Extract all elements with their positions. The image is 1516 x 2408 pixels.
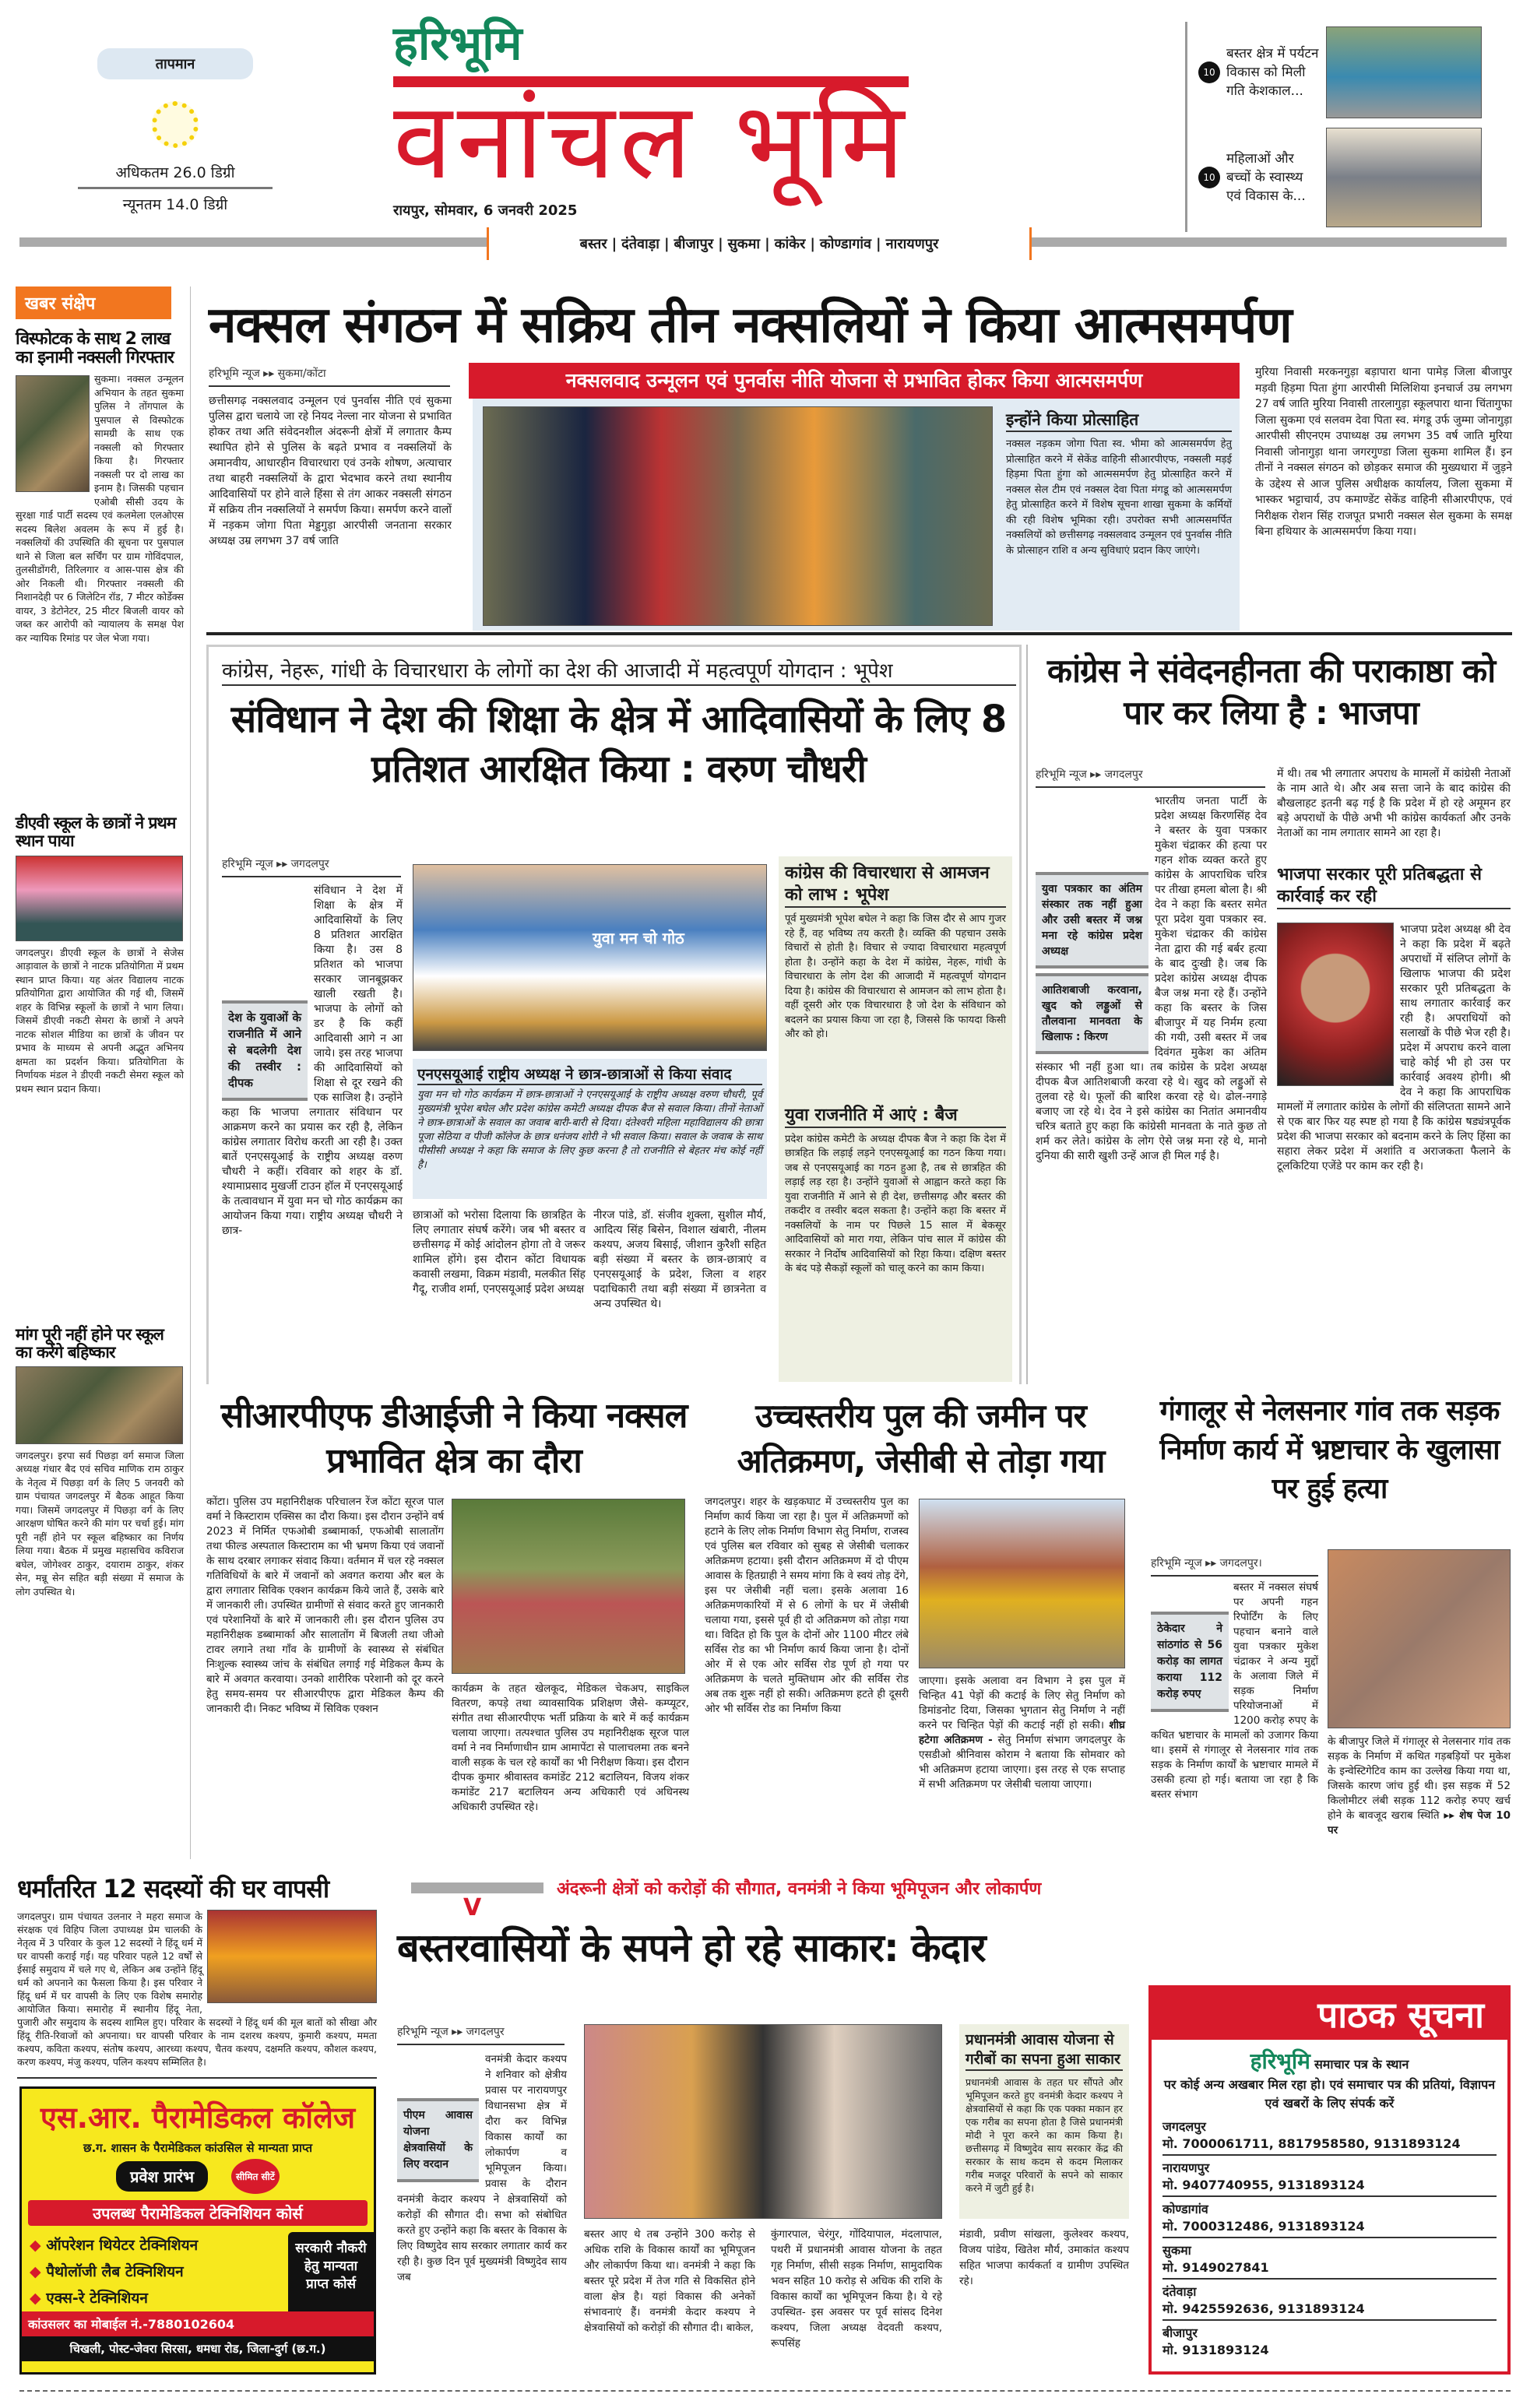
crpf-photo xyxy=(452,1499,685,1674)
contact-place: सुकमा xyxy=(1163,2243,1191,2258)
brief-photo xyxy=(16,856,183,941)
ad-phone: कांउसलर का मोबाईल नं.-7880102604 xyxy=(22,2311,374,2336)
side-title: युवा राजनीति में आएं : बैज xyxy=(785,1105,1006,1128)
bjp-sub-body xyxy=(1277,923,1511,1366)
notice-title: पाठक सूचना xyxy=(1317,1994,1484,2036)
gangalur-body-2-text: के बीजापुर जिले में गंगालूर से नेलसनार गांव तक सड़क के निर्माण में कथित गड़बड़ियों पर मुकेश के इन्वेस्टिगेटिव काम का उल्लेख किया गया था, जिसके कारण जांच हुई थी। इस सड़क में 52 किलोमीटर लंबी सड़क 112 करोड़ रुपए खर्च होने के बावजूद खराब स्थिति xyxy=(1328,1735,1511,1822)
chevron-down-icon: V xyxy=(463,1894,482,1921)
varun-body-3: नीरज पांडे, डॉ. संजीव शुक्ला, सुशील मौर्य, आदित्य सिंह बिसेन, विशाल खंबारी, नीलम कश्यप, अजय बिसाई, जीशान कुरैशी सहित बड़ी संख्या में बस्तर के छात्र-छात्राएं व एनएसयूआई के प्रदेश, जिला व शहर पदाधिकारी तथा बड़ी संख्या में छात्रनेता व अन्य उपस्थित थे। xyxy=(593,1209,766,1310)
kedar-side-title: प्रधानमंत्री आवास योजना से गरीबों का सपना हुआ साकार xyxy=(966,2030,1123,2071)
contact-place: जगदलपुर xyxy=(1163,2119,1206,2134)
contact-phone[interactable]: मो. 9131893124 xyxy=(1163,2343,1269,2357)
contact-phone[interactable]: मो. 7000312486, 9131893124 xyxy=(1163,2217,1497,2238)
kedar-body-2: बस्तर आए थे तब उन्होंने 300 करोड़ से अधिक राशि के विकास कार्यों का भूमिपूजन और लोकार्पण किया था। वनमंत्री ने कहा कि बस्तर पूरे प्रदेश में तेज गति से विकसित होने वाला क्षेत्र है। यहां विकास की अनेकों संभावनाएं हैं। वनमंत्री केदार कश्यप ने क्षेत्रवासियों को करोड़ों की सौगात दी। बाकेल, xyxy=(584,2228,755,2334)
bjp-sub-text: भाजपा प्रदेश अध्यक्ष श्री देव ने कहा कि प्रदेश में बढ़ते अपराधों में संलिप्त लोगों के खिलाफ भाजपा की प्रदेश सरकार पूरी प्रतिबद्धता के साथ लगातार कार्रवाई कर रही है। अपराधियों को सलाखों के पीछे भेज रही है। प्रदेश में अपराध करने वाला चाहे कोई भी हो उस पर कार्रवाई अवश्य होगी। श्री देव ने कहा कि आपराधिक मामलों में लगातार कांग्रेस के लोगों की संलिप्तता सामने आने से एक बार फिर यह स्पष्ट हो गया है कि कांग्रेस षड्यंत्रपूर्वक प्रदेश की भाजपा सरकार को बदनाम करने के लिए हिंसा का सहारा लेकर प्रदेश में अशांति व अराजकता फैलाने के टूलकिटिया एजेंडे पर काम कर रही है। xyxy=(1277,923,1511,1172)
side-body: प्रदेश कांग्रेस कमेटी के अध्यक्ष दीपक बैज ने कहा कि देश में छात्रहित कि लड़ाई लड़ने एनएसयूआई का गठन किया गया। जब से एनएसयूआई का गठन हुआ है, तब से छात्रहित की लड़ाई लड़ रहा है। उन्होंने युवाओं से आह्वान करते कहा कि युवा राजनीति में आने से ही देश, छत्तीसगढ़ और बस्तर की तकदीर व तस्वीर बदल सकता है। उन्होंने कहा कि बस्तर में नक्सलियों के नाम पर पिछले 15 साल में बेकसूर आदिवासियों को मारा गया, लेकिन पांच साल में कांग्रेस की सरकार ने निर्दोष आदिवासियों को रिहा किया। दक्षिण बस्तर के बंद पड़े सैकड़ों स्कूलों को चालू करने का काम किया। xyxy=(785,1133,1006,1274)
teaser-text: बस्तर क्षेत्र में पर्यटन विकास को मिली गति केशकाल... xyxy=(1226,46,1319,99)
brief-photo xyxy=(16,375,90,492)
box-title: इन्होंने किया प्रोत्साहित xyxy=(1006,409,1232,432)
nav-narayanpur[interactable]: नारायणपुर xyxy=(885,236,939,252)
crpf-body: कोंटा। पुलिस उप महानिरीक्षक परिचालन रेंज कोंटा सूरज पाल वर्मा ने किस्टाराम एक्सिस का दौरा किया। इस दौरान उन्होंने वर्ष 2023 में निर्मित एफओबी डब्बामार्का, एफओबी सालातोंग तथा फील्ड अस्पताल किस्टाराम का भी भ्रमण किया एवं जवानों के साथ दरबार लगाकर संवाद किया। वर्तमान में चल रहे नक्सल गतिविधियों के बारे में जवानों को अवगत कराया और बल के द्वारा लगातार सिविक एक्शन कार्यक्रम किये जाते हैं, उसके बारे में जानकारी ली। उपस्थित ग्रामीणों से संवाद करते हुए जानकारी एवं परेशानियों के बारे में जानकारी ली। इस दौरान पुलिस उप महानिरीक्षक डब्बामार्का और सालातोंग में बिजली तथा जीओ टावर लगाने तथा गाँव के ग्रामीणों के स्वास्थ्य से संबंधित निःशुल्क स्वास्थ्य जांच के संबंधित लगाई गई मेडिकल कैम्प के बारे में अवगत करवाया। उनको शारीरिक परेशानी को दूर करने हेतु समय-समय पर सीआरपीएफ द्वारा मेडिकल कैम्प की जानकारी दी। निकट भविष्य में सिविक एक्शन xyxy=(206,1496,444,1715)
weather-label: तापमान xyxy=(97,48,253,79)
max-temp: अधिकतम 26.0 डिग्री xyxy=(78,162,273,189)
ad-subtitle: छ.ग. शासन के पैरामेडिकल कांउसिल से मान्यता प्राप्त xyxy=(83,2141,313,2155)
gangalur-photo xyxy=(1328,1549,1511,1728)
bjp-body xyxy=(1036,794,1267,1371)
min-temp: न्यूनतम 14.0 डिग्री xyxy=(122,196,228,213)
paramedical-ad[interactable] xyxy=(19,2086,376,2375)
varun-pullquote: देश के युवाओं के राजनीति में आने से बदलेगी देश की तस्वीर : दीपक xyxy=(222,1000,308,1101)
bjp-body-text: भारतीय जनता पार्टी के प्रदेश अध्यक्ष किरणसिंह देव ने बस्तर के युवा पत्रकार मुकेश चंद्राकर की हत्या पर गहन शोक व्यक्त करते हुए कांग्रेस के आपराधिक चरित्र पर तीखा हमला बोला है। श्री देव ने कहा कि बस्तर समेत पूरा प्रदेश युवा पत्रकार स्व. मुकेश चंद्राकर की कांग्रेस नेता द्वारा की गई बर्बर हत्या के बाद दुःखी है। जब कि प्रदेश कांग्रेस अध्यक्ष दीपक बैज जश्न मना रहे हैं। उन्होंने कहा कि बस्तर के जिस बीजापुर में यह निर्मम हत्या की गयी, उसी बस्तर में जब दिवंगत मुकेश का अंतिम संस्कार भी नहीं हुआ था। तब कांग्रेस के प्रदेश अध्यक्ष दीपक बैज आतिशबाजी करवा रहे थे। खुद को लड्डुओं से तुलवा रहे थे। फूलों की बारिश करवा रहे थे। ढोल-नगाड़े बजाए जा रहे थे। देव ने इसे कांग्रेस का नितांत अमानवीय चरित्र बताते हुए कहा कि कांग्रेसी मानवता के नाते कुछ तो शर्म कर लेते। कांग्रेस के लोग ऐसे जश्न मना रहे थे, मानो दुनिया की सारी खुशी उन्हें आज ही मिल गई है। xyxy=(1036,795,1267,1162)
dateline: रायपुर, सोमवार, 6 जनवरी 2025 xyxy=(393,202,578,219)
teaser-text: महिलाओं और बच्चों के स्वास्थ्य एवं विकास के... xyxy=(1226,151,1306,204)
weather-box xyxy=(78,48,273,235)
gangalur-pullquote: ठेकेदार ने सांठगांठ से 56 करोड़ का लागत कराया 112 करोड़ रुपए xyxy=(1151,1612,1229,1712)
logo-brand: हरिभूमि xyxy=(393,16,522,71)
bridge-photo xyxy=(919,1499,1125,1668)
gangalur-body xyxy=(1151,1580,1318,1861)
contact-place: नारायणपुर xyxy=(1163,2160,1210,2175)
page-bottom-rule xyxy=(19,2390,1511,2392)
contact-list xyxy=(1163,2118,1497,2358)
section-nav: बस्तर | दंतेवाड़ा | बीजापुर | सुकमा | कांकेर | कोण्डागांव | नारायणपुर xyxy=(487,227,1032,260)
sun-icon xyxy=(152,101,199,148)
bjp-headline: कांग्रेस ने संवेदनहीनता की पराकाष्ठा को पार कर लिया है : भाजपा xyxy=(1046,652,1496,732)
side-title: कांग्रेस की विचारधारा से आमजन को लाभ : भूपेश xyxy=(785,863,1006,908)
ad-side-text: सरकारी नौकरी हेतु मान्यता प्राप्त कोर्स xyxy=(288,2232,374,2311)
teaser[interactable] xyxy=(1187,123,1512,232)
bjp-sub: भाजपा सरकार पूरी प्रतिबद्धता से कार्रवाई कर रही xyxy=(1277,864,1511,909)
continued-link[interactable]: ▸▸ शेष पेज 10 पर xyxy=(1328,1809,1511,1837)
bjp-pullquote: युवा पत्रकार का अंतिम संस्कार तक नहीं हुआ और उसी बस्तर में जश्न मना रहे कांग्रेस प्रदेश अध्यक्ष xyxy=(1036,872,1148,968)
bridge-sub-body: सेतु निर्माण संभाग जगदलपुर के एसडीओ श्रीनिवास कोराम ने बताया कि सोमवार को भी अतिक्रमण हटाया जाएगा। इस तरह से एक सप्ताह में सभी अतिक्रमण पर जेसीबी चलाया जाएगा। xyxy=(919,1734,1126,1791)
varun-photo xyxy=(413,864,767,1051)
lead-banner: नक्सलवाद उन्मूलन एवं पुनर्वास नीति योजना से प्रभावित होकर किया आत्मसमर्पण xyxy=(469,363,1240,399)
bjp-body-2: में थी। तब भी लगातार अपराध के मामलों में कांग्रेसी नेताओं के नाम आते थे। और अब सत्ता जाने के बाद कांग्रेस की बौखलाहट इतनी बढ़ गई है कि प्रदेश में हो रहे अमूमन हर बड़े अपराधों के पीछे अभी भी कांग्रेस कार्यकर्ता और उनके नेताओं का नाम लगातार सामने आ रहा है। xyxy=(1277,768,1511,839)
divider xyxy=(206,632,1512,635)
kedar-body-4: मंडावी, प्रवीण सांखला, कुलेश्वर कश्यप, विजय पांडेय, खितेश मौर्य, उमाकांत कश्यप सहित भाजपा कार्यकर्ता व ग्रामीण उपस्थित रहे। xyxy=(959,2228,1129,2287)
logo-title: वनांचल भूमि xyxy=(393,76,909,196)
contact-phone[interactable]: मो. 9149027841 xyxy=(1163,2259,1497,2280)
teaser-photo xyxy=(1326,26,1482,118)
kedar-side xyxy=(959,2024,1129,2219)
varun-side xyxy=(779,856,1012,1382)
page-badge: 10 xyxy=(1198,62,1220,83)
contact-place: बीजापुर xyxy=(1163,2325,1198,2340)
brief-label: खबर संक्षेप xyxy=(16,286,171,319)
ghar-body xyxy=(17,1910,377,2074)
nav-kondagaon[interactable]: कोण्डागांव xyxy=(819,236,872,252)
kedar-kicker: अंदरूनी क्षेत्रों को करोड़ों की सौगात, वनमंत्री ने किया भूमिपूजन और लोकार्पण xyxy=(557,1879,1042,1899)
ad-admission: प्रवेश प्रारंभ xyxy=(116,2161,208,2192)
box-body: नक्सल नड़कम जोगा पिता स्व. भीमा को आत्मसमर्पण हेतु प्रोत्साहित करने में सेकेंड वाहिनी सीआरपीएफ, नक्सली मड़ई हिड़मा पिता हुंगा को आत्मसमर्पण हेतु प्रोत्साहित करने में नक्सल सेल टीम एवं नक्सल देवा पिता मंगडू को आत्मसमर्पण हेतु प्रोत्साहित करने में विशेष सूचना शाखा सुकमा के कर्मियों की रही विशेष भूमिका रही। उपरोक्त सभी आत्मसमर्पित नक्सलियों को छत्तीसगढ़ नक्सलवाद उन्मूलन एवं पुनर्वास नीति के प्रोत्साहन राशि व अन्य सुविधाएं प्रदान किए जाएंगे। xyxy=(1006,438,1232,557)
bridge-headline: उच्चस्तरीय पुल की जमीन पर अतिक्रमण, जेसीबी से तोड़ा गया xyxy=(737,1397,1105,1480)
notice-lead-2: पर कोई अन्य अखबार मिल रहा हो। एवं समाचार पत्र की प्रतियां, विज्ञापन एवं खबरों के लिए संपर्क करें xyxy=(1163,2077,1496,2111)
ad-seats-badge: सीमित सीटें xyxy=(231,2159,280,2194)
contact-phone[interactable]: मो. 7000061711, 8817958580, 9131893124 xyxy=(1163,2135,1497,2156)
bridge-sub: शीघ्र हटेगा अतिक्रमण - xyxy=(919,1719,1125,1746)
varun-byline: हरिभूमि न्यूज ▸▸ जगदलपुर xyxy=(222,856,401,877)
lead-photo xyxy=(483,406,993,626)
ghar-body-text: जगदलपुर। ग्राम पंचायत उलनार ने महरा समाज के संरक्षक एवं विहिप जिला उपाध्यक्ष प्रेम चालकी के नेतृत्व में 3 परिवार के कुल 12 सदस्यों ने हिंदू धर्म में घर वापसी कराई गई। यह परिवार पहले 12 वर्षों से ईसाई समुदाय में चले गए थे, लेकिन अब उन्होंने हिंदू धर्म को अपनाने का फैसला किया है। इस परिवार ने हिंदू धर्म में घर वापसी के लिए एक विशेष समारोह आयोजित किया। समारोह में स्थानीय हिंदू नेता, पुजारी और समुदाय के सदस्य शामिल हुए। परिवार के सदस्यों ने हिंदू धर्म की मूल बातों को सीखा और हिंदू रीति-रिवाजों को अपनाया। घर वापसी परिवार के नाम दशरथ कश्यप, कुमारी कश्यप, ममता कश्यप, कविता कश्यप, संतोष कश्यप, आरध्या कश्यप, चैतव कश्यप, दक्षमति कश्यप, कौशल कश्यप, करण कश्यप, मंजु कश्यप, पलिन कश्यप सम्मिलित है। xyxy=(17,1911,377,2068)
gangalur-body-2 xyxy=(1328,1735,1511,1853)
kedar-body-text: वनमंत्री केदार कश्यप ने शनिवार को क्षेत्रीय प्रवास पर नारायणपुर विधानसभा क्षेत्र में दौरा कर विभिन्न विकास कार्यों का लोकार्पण व भूमिपूजन किया। प्रवास के दौरान वनमंत्री केदार कश्यप ने क्षेत्रवासियों को करोड़ों की सौगात दी। सभा को संबोधित करते हुए उन्होंने कहा कि बस्तर के विकास के लिए विष्णुदेव साय सरकार लगातार कार्य कर रही है। कुछ दिन पूर्व मुख्यमंत्री विष्णुदेव साय जब xyxy=(397,2053,567,2283)
lead-box-text xyxy=(1006,409,1232,619)
column-divider xyxy=(1026,645,1028,1384)
bridge-body: जगदलपुर। शहर के खड़कघाट में उच्चस्तरीय पुल का निर्माण कार्य किया जा रहा है। पुल में अतिक्रमणों को हटाने के लिए लोक निर्माण विभाग सेतु निर्माण, राजस्व एवं पुलिस बल रविवार को सुबह से जेसीबी चलाकर अतिक्रमण हटाया। इसी दौरान अतिक्रमण में दो पीएम आवास के हितग्राही ने समय मांगा कि वे स्वयं तोड़ देंगे, इस पर जेसीबी नहीं चला। इसके अलावा 16 अतिक्रमणकारियों में से 6 लोगों के घर में जेसीबी चलाया गया, इससे पूर्व ही दो अतिक्रमण को तोड़ा गया था। विदित हो कि पुल के दोनों ओर 1100 मीटर लंबे सर्विस रोड का भी निर्माण कार्य किया जाना है। दोनों ओर में से एक ओर सर्विस रोड पूर्ण हो गया पर अतिक्रमण के चलते मुक्तिधाम ओर की सर्विस रोड अब तक शुरू नहीं हो सकी। अतिक्रमण हटते ही दूसरी ओर भी सर्विस रोड का निर्माण किया xyxy=(705,1496,909,1715)
ad-title: एस.आर. पैरामेडिकल कॉलेज xyxy=(40,2100,356,2135)
contact-phone[interactable]: मो. 9407740955, 9131893124 xyxy=(1163,2176,1497,2197)
crpf-body-2: कार्यक्रम के तहत खेलकूद, मेडिकल चेकअप, साइकिल वितरण, कपड़े तथा व्यावसायिक प्रशिक्षण जैसे- कम्प्यूटर, संगीत तथा सीआरपीएफ भर्ती प्रक्रिया के बारे में कई कार्यक्रम चलाया जाएगा। तत्पश्चात पुलिस उप महानिरीक्षक सूरज पाल वर्मा ने नव निर्माणाधीन ग्राम आमापेंटा से पालाचलमा तक बनने वाली सड़क के चल रहे कार्यों का भी निरीक्षण किया। इस दौरान दीपक कुमार श्रीवास्तव कमांडेंट 212 बटालियन, विजय शंकर कमांडेंट 217 बटालियन अन्य अधिकारी एवं अधिनस्थ अधिकारी उपस्थित रहे। xyxy=(452,1682,689,1813)
notice-brand: हरिभूमि xyxy=(1250,2048,1310,2074)
gangalur-headline: गंगालूर से नेलसनार गांव तक सड़क निर्माण कार्य में भ्रष्टाचार के खुलासा पर हुई हत्या xyxy=(1159,1395,1500,1505)
contact-place: कोण्डागांव xyxy=(1163,2202,1208,2216)
ghar-article xyxy=(17,1872,377,2079)
varun-body xyxy=(222,884,403,1382)
notice-header xyxy=(1152,1988,1507,2040)
ad-address: चिखली, पोस्ट-जेवरा सिरसा, धमधा रोड, जिला-दुर्ग (छ.ग.) xyxy=(22,2336,374,2361)
ghar-photo xyxy=(207,1910,377,2003)
portrait-photo xyxy=(1277,923,1394,1086)
varun-body-2: छात्राओं को भरोसा दिलाया कि छात्रहित के लिए लगातार संघर्ष करेंगे। जब भी बस्तर व छत्तीसगढ़ में कोई आंदोलन होगा तो वे जरूर शामिल होंगे। इस दौरान कोंटा विधायक कवासी लखमा, विक्रम मंडावी, मलकीत सिंह गैदू, राजीव शर्मा, एनएसयूआई प्रदेश अध्यक्ष xyxy=(413,1209,586,1295)
gangalur-body-text: बस्तर में नक्सल संघर्ष पर अपनी गहन रिपोर्टिंग के लिए पहचान बनाने वाले युवा पत्रकार मुकेश चंद्राकर ने अन्य मुद्दों के अलावा जिले में सड़क निर्माण परियोजनाओं में 1200 करोड़ रुपए के कथित भ्रष्टाचार के मामलों को उजागर किया था। इसमें से गंगालूर से नेलसनार गांव तक सड़क के निर्माण कार्यों के भ्रष्टाचार मामले में उसकी हत्या हो गई। बताया जा रहा है कि बस्तर संभाग xyxy=(1151,1581,1318,1801)
varun-headline: संविधान ने देश की शिक्षा के क्षेत्र में आदिवासियों के लिए 8 प्रतिशत आरक्षित किया : वरुण चौधरी xyxy=(230,698,1007,791)
bjp-byline: हरिभूमि न्यूज ▸▸ जगदलपुर xyxy=(1036,767,1265,788)
gangalur-byline: हरिभूमि न्यूज ▸▸ जगदलपुर। xyxy=(1151,1556,1318,1577)
logo xyxy=(393,16,1133,226)
brief-photo xyxy=(16,1366,183,1444)
ghar-headline: धर्मांतरित 12 सदस्यों की घर वापसी xyxy=(17,1874,329,1904)
ad-course: ◆ ऑपरेशन थियेटर टेक्निशियन xyxy=(30,2237,199,2254)
news-brief-column xyxy=(16,286,191,1859)
teaser[interactable] xyxy=(1187,22,1512,123)
nav-bastar[interactable]: बस्तर xyxy=(579,236,607,252)
brief-body: सुकमा। नक्सल उन्मूलन अभियान के तहत सुकमा पुलिस ने तोंगपाल के पुसपाल से विस्फोटक सामग्री के साथ एक नक्सली को गिरफ्तार किया है। गिरफ्तार नक्सली पर दो लाख का इनाम है। जिसकी पहचान एओबी सीसी उदय के सुरक्षा गार्ड पार्टी सदस्य एवं कलमेला एलओएस सदस्य बिलेश अवलम के रूप में हुई है। नक्सलियों की उपस्थिति की सूचना पर पुसपाल थाने से जिला बल सर्चिंग पर ग्राम गोविंदपाल, तुलसीडोंगरी, तिरिलगार व आस-पास क्षेत्र की ओर निकली थी। गिरफ्तार नक्सली की निशानदेही पर 6 जिलेटिन रॉड, 7 मीटर कोर्डेक्स वायर, 3 डेटोनेटर, 25 मीटर बिजली वायर को जब्त कर आरोपी को न्यायालय के समक्ष पेश कर न्यायिक रिमांड पर जेल भेजा गया। xyxy=(16,373,184,644)
nav-kanker[interactable]: कांकेर xyxy=(774,236,806,252)
ad-course: ◆ एक्स-रे टेक्निशियन xyxy=(30,2290,148,2307)
brief-title: डीएवी स्कूल के छात्रों ने प्रथम स्थान पाया xyxy=(16,814,176,851)
lead-byline: हरिभूमि न्यूज ▸▸ सुकमा/कोंटा xyxy=(209,366,450,387)
varun-kicker: कांग्रेस, नेहरू, गांधी के विचारधारा के लोगों का देश की आजादी में महत्वपूर्ण योगदान : भूपेश xyxy=(222,658,1016,686)
lead-body: छत्तीसगढ़ नक्सलवाद उन्मूलन एवं पुनर्वास नीति एवं सुकमा पुलिस द्वारा चलाये जा रहे नियद नेल्ला नार योजना से प्रभावित होकर तथा अति संवेदनशील अंदरूनी क्षेत्रों में लगातार कैम्प स्थापित होने से पुलिस के बढ़ते प्रभाव व नक्सलियों के अमानवीय, आधारहीन विचारधारा एवं उनके शोषण, अत्याचार तथा बाहरी नक्सलियों के द्वारा भेदभाव करने तथा स्थानीय आदिवासियों पर होने वाले हिंसा से तंग आकर नक्सली संगठन में सक्रिय तीन नक्सलियों ने समर्पण किया। समर्पण करने वालों में नड़कम जोगा पिता मेड्डगुड़ा आरपीसी जनताना सरकार अध्यक्ष उम्र लगभग 37 वर्ष जाति xyxy=(209,395,452,547)
contact-place: दंतेवाड़ा xyxy=(1163,2284,1197,2299)
kedar-photo xyxy=(584,2024,942,2219)
notice-lead: समाचार पत्र के स्थान xyxy=(1314,2057,1409,2072)
varun-body-text: संविधान ने देश में शिक्षा के क्षेत्र में आदिवासियों के लिए 8 प्रतिशत आरक्षित किया है। उस 8 प्रतिशत को भाजपा सरकार जानबूझकर खाली रखती है। भाजपा के लोगों को डर है कि कहीं आदिवासी आगे न आ जाये। इस तरह भाजपा की आदिवासियों को शिक्षा से दूर रखने की एक साजिश है। उन्होंने कहा कि भाजपा लगातार संविधान पर आक्रमण करने का प्रयास कर रही है, लेकिन कांग्रेस लगातार विरोध करती आ रही है। उक्त बातें एनएसयूआई के राष्ट्रीय अध्यक्ष वरुण चौधरी ने कहीं। रविवार को शहर के डॉ. श्यामाप्रसाद मुखर्जी टाउन हॉल में एनएसयूआई के तत्वावधान में युवा मन चो गोठ कार्यक्रम का आयोजन किया गया। राष्ट्रीय अध्यक्ष चौधरी ने छात्र- xyxy=(222,884,403,1237)
nav-sukma[interactable]: सुकमा xyxy=(727,236,761,252)
kedar-side-body: प्रधानमंत्री आवास के तहत घर सौंपते और भूमिपूजन करते हुए वनमंत्री केदार कश्यप ने क्षेत्रवासियों से कहा कि एक पक्का मकान हर एक गरीब का सपना होता है जिसे प्रधानमंत्री मोदी ने पूरा करने का काम किया है। छत्तीसगढ़ में विष्णुदेव साय सरकार केंद्र की सरकार के साथ कदम से कदम मिलाकर गरीब मजदूर परिवारों के सपने को साकार करने में जुटी हुई है। xyxy=(966,2076,1123,2194)
kedar-headline: बस्तरवासियों के सपने हो रहे साकार: केदार xyxy=(397,1925,986,1970)
caption-title: एनएसयूआई राष्ट्रीय अध्यक्ष ने छात्र-छात्राओं से किया संवाद xyxy=(417,1063,762,1085)
lead-body-continued: मुरिया निवासी मरकनगुड़ा बड़ापारा थाना पामेड़ जिला बीजापुर मड़वी हिड़मा पिता हुंगा आरपीसी मिलिशिया इनचार्ज उम्र लगभग 27 वर्ष जाति मुरिया निवासी तारलागुड़ा स्कूलपारा थाना चिंतागुफा जिला सुकमा एवं सलवम देवा पिता स्व. मंगडू उर्फ जुम्मा जोनागुड़ा आरपीसी सीएनएम उपाध्यक्ष उम्र लगभग 35 वर्ष जाति मुरिया निवासी जोनागुड़ा थाना जगरगुण्डा जिला सुकमा शामिल हैं। इन तीनों ने नक्सल संगठन को छोड़कर समाज की मुख्यधारा में जुड़ने के उद्देश्य से आज पुलिस अधीक्षक कार्यालय, जिला सुकमा में भास्कर भट्टाचार्य, उप कमाण्डेंट सेकेंड वाहिनी सीआरपीएफ, एवं निरीक्षक रोशन सिंह राजपूत प्रभारी नक्सल सेल सुकमा के समक्ष बिना हथियार के आत्मसमर्पण किया गया। xyxy=(1255,366,1512,538)
nav-dantewada[interactable]: दंतेवाड़ा xyxy=(621,236,660,252)
brief-body: जगदलपुर। डीएवी स्कूल के छात्रों ने सेजेस आड़ावाल के छात्रों ने नाटक प्रतियोगिता में प्रथम स्थान प्राप्त किया। यह अंतर विद्यालय नाटक प्रतियोगिता द्वारा आयोजित की गई थी, जिसमें शहर के विभिन्न स्कूलों के छात्रों ने भाग लिया। जिसमें डीएवी नकटी सेमरा के छात्रों ने अपने नाटक सोशल मीडिया का छात्रों के जीवन पर प्रभाव के माध्यम से अपनी अद्भुत अभिनय क्षमता का प्रदर्शन किया। प्रतियोगिता के निर्णायक मंडल ने डीएवी नकटी सेमरा स्कूल को प्रथम स्थान प्रदान किया। xyxy=(16,946,184,1095)
contact-phone[interactable]: मो. 9425592636, 9131893124 xyxy=(1163,2300,1497,2321)
reader-notice xyxy=(1148,1985,1511,2375)
bridge-body-2 xyxy=(919,1674,1125,1851)
caption-body: युवा मन चो गोठ कार्यक्रम में छात्र-छात्राओं ने एनएसयूआई के राष्ट्रीय अध्यक्ष वरुण चौधरी, पूर्व मुख्यमंत्री भूपेश बघेल और प्रदेश कांग्रेस कमेटी अध्यक्ष दीपक बैज से सवाल किया। तीनों नेताओं ने छात्र-छात्राओं के सवाल का जवाब बारी-बारी से दिया। दंतेश्वरी महिला महाविद्यालय की छात्रा पूजा सेठिया व पीजी कॉलेज के छात्र धनंजय शोरी ने भी सवाल किया। सवाल के जवाब के साथ पीसीसी अध्यक्ष ने कहा कि समाज के लिए कुछ करना है तो राजनीति से बेहतर मंच कोई नहीं है। xyxy=(417,1089,762,1171)
nav-bijapur[interactable]: बीजापुर xyxy=(674,236,714,252)
brief-title: विस्फोटक के साथ 2 लाख का इनामी नक्सली गिरफ्तार xyxy=(16,329,174,368)
chevron-marker xyxy=(411,1882,543,1893)
bridge-body-2-text: जाएगा। इसके अलावा वन विभाग ने इस पुल में चिन्हित 41 पेड़ों की कटाई के लिए सेतु निर्माण को डिमांडनोट दिया, जिसका भुगतान सेतु निर्माण ने नहीं करने पर चिन्हित पेड़ों की कटाई नहीं हो सकी। xyxy=(919,1675,1125,1731)
kedar-pullquote: पीएम आवास योजना क्षेत्रवासियों के लिए वरदान xyxy=(397,2098,479,2182)
teaser-list xyxy=(1185,22,1512,232)
ad-course: ◆ पैथोलॉजी लैब टेक्निशियन xyxy=(30,2263,184,2280)
event-banner-text: युवा मन चो गोठ xyxy=(593,929,684,947)
brief-title: मांग पूरी नहीं होने पर स्कूल का करेंगे बहिष्कार xyxy=(16,1324,164,1362)
side-body: पूर्व मुख्यमंत्री भूपेश बघेल ने कहा कि जिस दौर से आप गुजर रहे हैं, वह भविष्य तय करती है। व्यक्ति की पहचान उसके विचारों से होती है। विचार से ज्यादा विचारधारा महत्वपूर्ण होता है। उन्होंने कहा के देश में कांग्रेस, नेहरू, गांधी के विचारधारा के लोग देश की आजादी में महत्वपूर्ण योगदान दिया है। कांग्रेस की विचारधारा से आमजन को लाभ होता है। वहीं दूसरी ओर एक विचारधारा है जो देश के संविधान को बदलने का प्रयास किया जा रहा है, जिससे कि फायदा किसी और को हो। xyxy=(785,913,1006,1040)
kedar-byline: हरिभूमि न्यूज ▸▸ जगदलपुर xyxy=(397,2024,565,2045)
ad-courses-title: उपलब्ध पैरामेडिकल टेक्निशियन कोर्स xyxy=(28,2200,368,2226)
kedar-body-3: कुंगारपाल, चेरंगुर, गोंदियापाल, मंदलापाल, पथरी में प्रधानमंत्री आवास योजना के तहत गृह निर्माण, सीसी सड़क निर्माण, सामुदायिक भवन सहित 10 करोड़ से अधिक की राशि के विकास कार्यों का भूमिपूजन किया है। ये रहे उपस्थित- इस अवसर पर पूर्व सांसद दिनेश कश्यप, जिला अध्यक्ष वेदवती कश्यप, रूपसिंह xyxy=(771,2228,942,2350)
varun-caption-box xyxy=(413,1059,767,1199)
teaser-photo xyxy=(1326,128,1482,227)
crpf-headline: सीआरपीएफ डीआईजी ने किया नक्सल प्रभावित क्षेत्र का दौरा xyxy=(220,1396,688,1481)
bjp-pullquotes xyxy=(1036,872,1148,1054)
lead-headline: नक्सल संगठन में सक्रिय तीन नक्सलियों ने किया आत्मसमर्पण xyxy=(209,297,1292,354)
bjp-pullquote: आतिशबाजी करवाना, खुद को लड्डुओं से तौलवाना मानवता के खिलाफ : किरण xyxy=(1036,973,1148,1054)
kedar-body xyxy=(397,2051,567,2378)
page-badge: 10 xyxy=(1198,167,1220,188)
brief-body: जगदलपुर। इरपा सर्व पिछड़ा वर्ग समाज जिला अध्यक्ष गंधार बैद एवं सचिव माणिक राम ठाकुर के नेतृत्व में पिछड़ा वर्ग के लिए 5 जनवरी को ग्राम पंचायत जगदलपुर में बैठक आहूत किया गया। जिसमें जगदलपुर में पिछड़ा वर्ग के लिए आरक्षण घोषित करने की मांग पर चर्चा हुई। मांग पूरी नहीं होने पर स्कूल बहिष्कार का निर्णय लिया गया। बैठक में प्रमुख महासचिव कविराज बघेल, जोगेश्वर ठाकुर, दयाराम ठाकुर, शंकर सेन, मन्नू सेन सहित बड़ी संख्या में समाज के लोग उपस्थित थे। xyxy=(16,1449,184,1598)
